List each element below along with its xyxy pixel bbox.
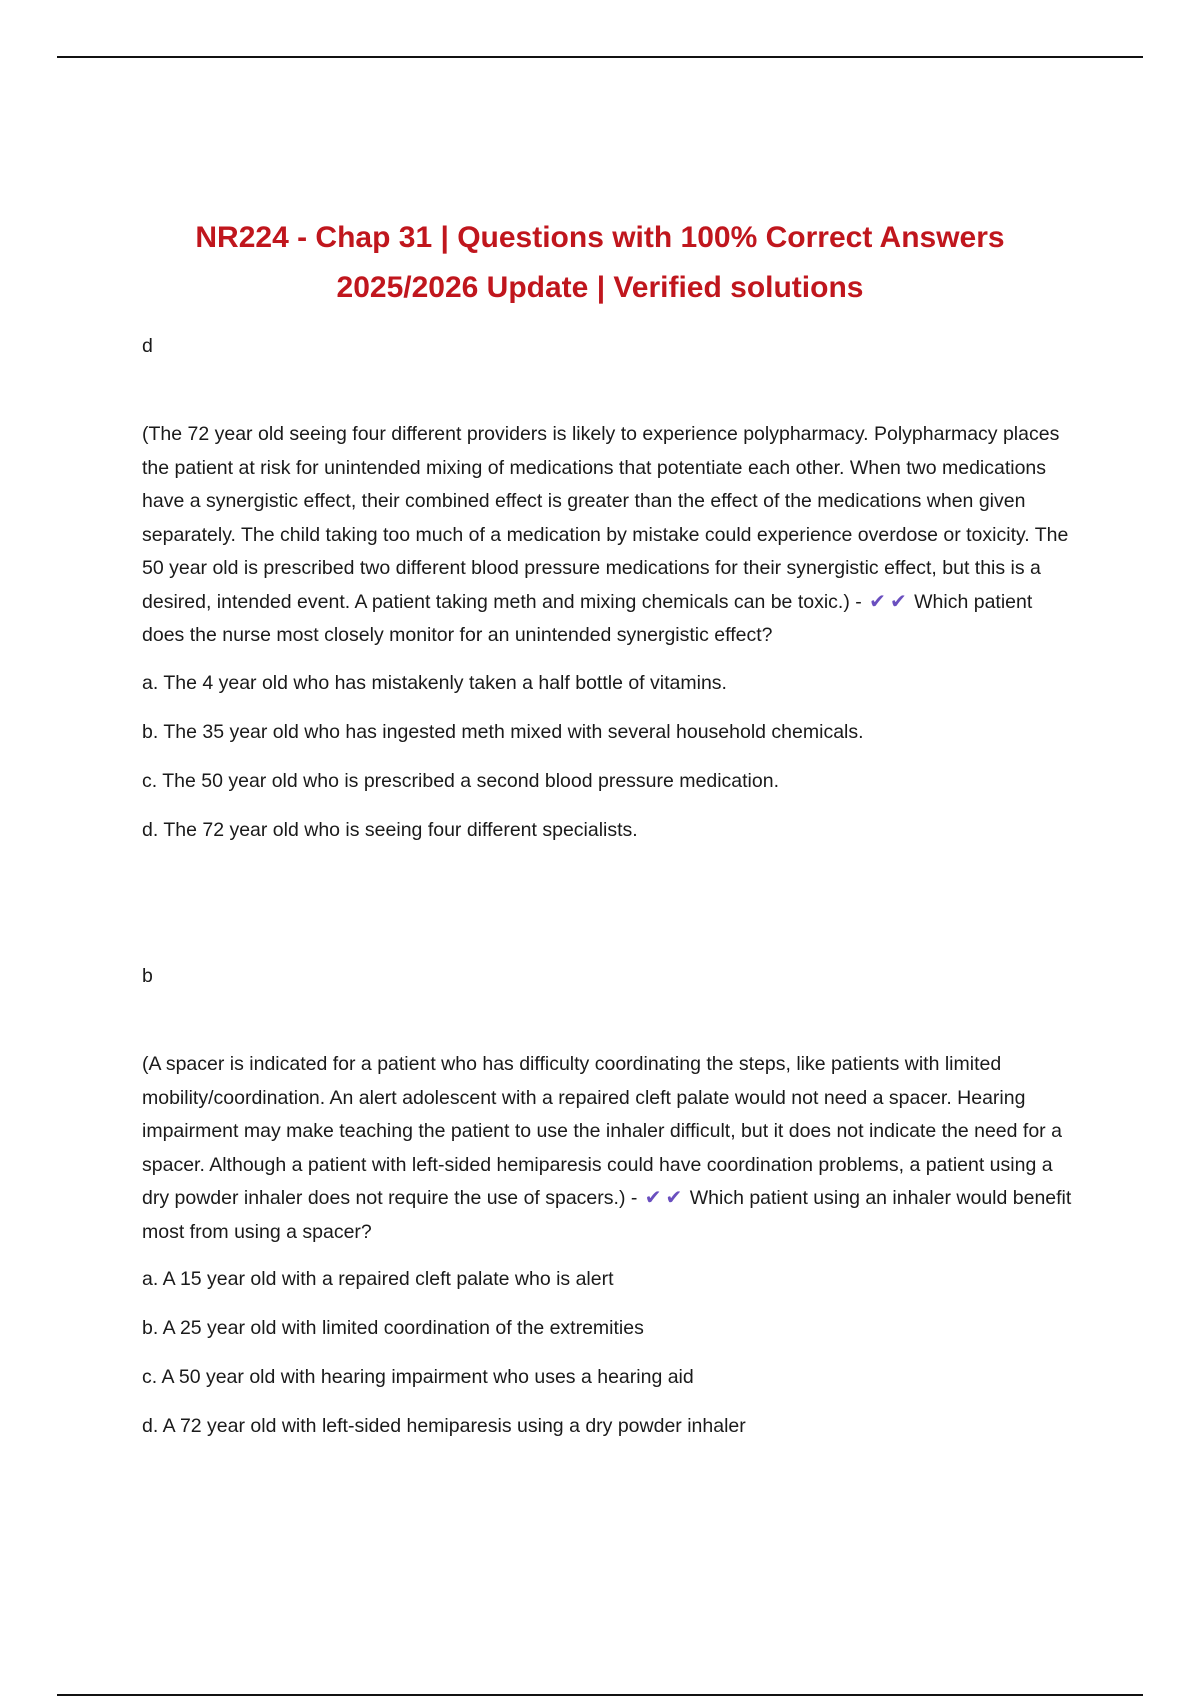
option-b: b. A 25 year old with limited coordination of the extremities [142,1317,644,1339]
option-c: c. A 50 year old with hearing impairment who uses a hearing aid [142,1366,694,1388]
title-line-1: NR224 - Chap 31 | Questions with 100% Correct Answers [195,221,1005,254]
answer-letter: d [142,335,153,357]
check-icon: ✔ [665,1187,683,1209]
question-block-2 [142,960,1077,1459]
rationale-and-question [142,1048,1077,1249]
option-b: b. The 35 year old who has ingested meth mixed with several household chemicals. [142,720,864,743]
answer-options [142,667,1077,848]
top-rule [57,56,1143,58]
option-d: d. The 72 year old who is seeing four different specialists. [142,818,638,841]
document-title [100,213,1100,313]
option-a: a. A 15 year old with a repaired cleft palate who is alert [142,1268,614,1290]
option-a: a. The 4 year old who has mistakenly taken a half bottle of vitamins. [142,671,727,694]
answer-letter: b [142,965,153,987]
rationale-and-question [142,418,1077,653]
rationale-text: (A spacer is indicated for a patient who has difficulty coordinating the steps, like patients with limited mobility/coordination. An alert adolescent with a repaired cleft palate would not need a spacer. Hearing impairment may make teaching the patient to use the inhaler difficult, but it does not indicate the need for a spacer. Although a patient with left-sided hemiparesis could have coordination problems, a patient using a dry powder inhaler does not require the use of spacers.) - [142,1053,1062,1209]
answer-options [142,1263,1077,1444]
check-icon: ✔ [644,1187,662,1209]
question-text: Which patient does the nurse most closely monitor for an unintended synergistic effect? [142,590,1033,646]
rationale-text: (The 72 year old seeing four different providers is likely to experience polypharmacy. Polypharmacy places the patient at risk for unintended mixing of medications that potentiate each other. When two medications have a synergistic effect, their combined effect is greater than the effect of the medications when given separately. The child taking too much of a medication by mistake could experience overdose or toxicity. The 50 year old is prescribed two different blood pressure medications for their synergistic effect, but this is a desired, intended event. A patient taking meth and mixing chemicals can be toxic.) - [142,423,1069,613]
option-d: d. A 72 year old with left-sided hemiparesis using a dry powder inhaler [142,1415,746,1437]
title-line-2: 2025/2026 Update | Verified solutions [336,271,864,304]
check-icon: ✔ [869,590,886,613]
check-icon: ✔ [889,590,907,613]
option-c: c. The 50 year old who is prescribed a second blood pressure medication. [142,769,779,792]
bottom-rule [57,1694,1143,1696]
question-block-1 [142,330,1077,863]
question-text: Which patient using an inhaler would benefit most from using a spacer? [142,1187,1072,1243]
